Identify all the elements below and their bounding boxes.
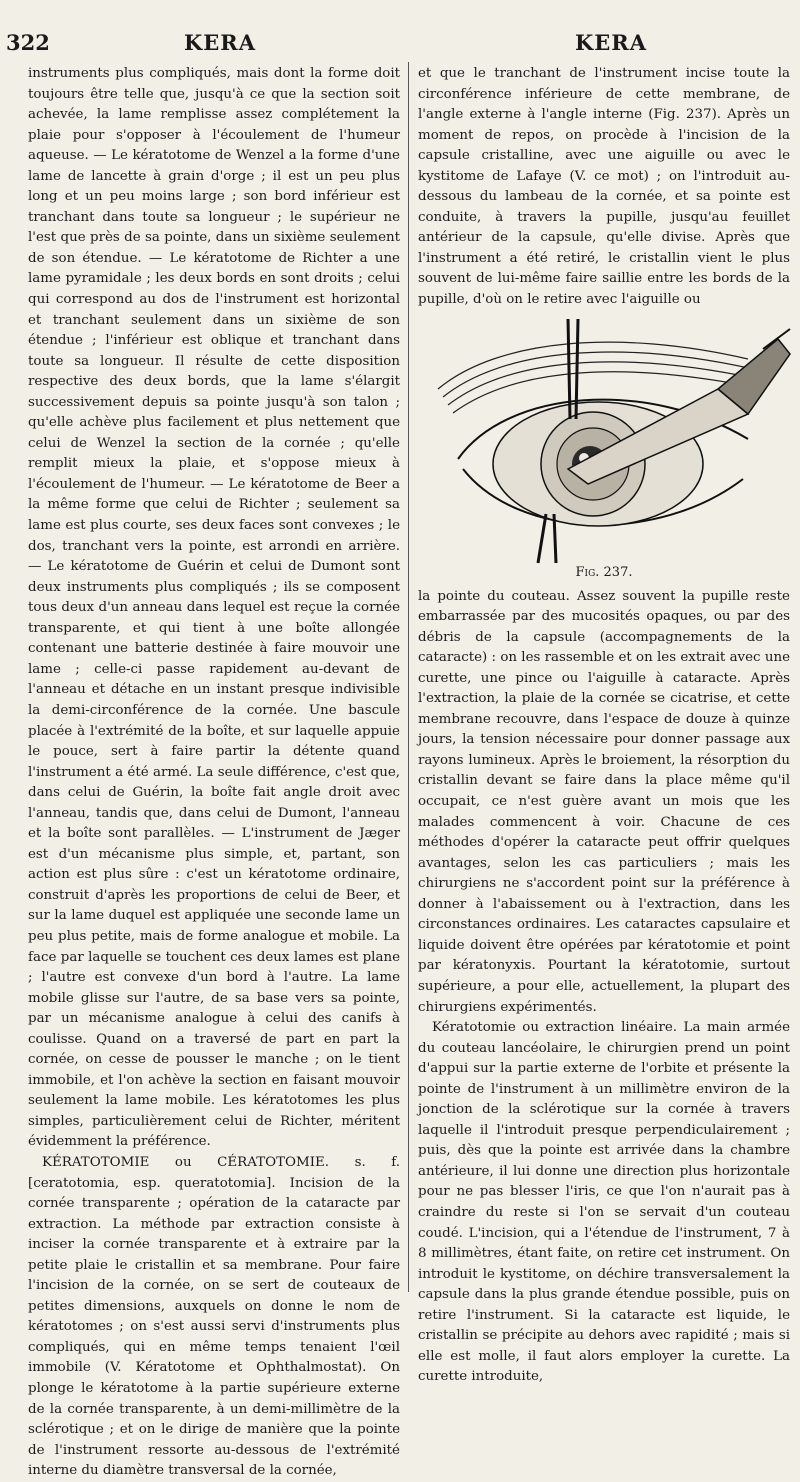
paragraph-keratotomie-entry: KÉRATOTOMIE ou CÉRATOTOMIE. s. f. [ceratotomia, esp. queratotomia]. Incision de la cornée transparente ; opération de la cataracte par extraction. La méthode par extraction consiste à inciser la cornée transparente et à extraire par la petite plaie le cristallin et sa membrane. Pour faire l'incision de la cornée, on se sert de couteaux de petites dimensions, auxquels on donne le nom de kératotomes ; on s'est aussi servi d'instruments plus compliqués, qui en même temps tenaient l'œil immobile (V. Kératotome et Ophthalmostat). On plonge le kératotome à la partie supérieure externe de la cornée transparente, à un demi-millimètre de la sclérotique ; et on le dirige de manière que la pointe de l'instrument ressorte au-dessous de l'extrémité interne du diamètre transversal de la cornée, (28, 1154, 400, 1479)
left-header-word: KERA (184, 30, 257, 55)
column-divider (408, 62, 409, 1292)
left-column (28, 64, 400, 1479)
paragraph-right-top: et que le tranchant de l'instrument incise toute la circonférence inférieure de cette membrane, de l'angle externe à l'angle interne (Fig. 237). Après un moment de repos, on procède à l'incision de la capsule cristalline, avec une aiguille ou avec le kystitome de Lafaye (V. ce mot) ; on l'introduit au-dessous du lambeau de la cornée, et sa pointe est conduite, à travers la pupille, jusqu'au feuillet antérieur de la capsule, qu'elle divise. Après que l'instrument a été retiré, le cristallin vient le plus souvent de lui-même faire saillie entre les bords de la pupille, d'où on le retire avec l'aiguille ou (418, 66, 790, 308)
running-header (0, 30, 800, 60)
paragraph-right-bottom-2: Kératotomie ou extraction linéaire. La main armée du couteau lancéolaire, le chirurgien prend un point d'appui sur la partie externe de l'orbite et présente la pointe de l'instrument à un millimètre environ de la jonction de la sclérotique sur la cornée à travers laquelle il l'introduit presque perpendiculairement ; puis, dès que la pointe est arrivée dans la chambre antérieure, il lui donne une direction plus horizontale pour ne pas blesser l'iris, ce que l'on n'aurait pas à craindre du reste si l'on se servait d'un couteau coudé. L'incision, qui a l'étendue de l'instrument, 7 à 8 millimètres, étant faite, on retire cet instrument. On introduit le kystitome, on déchire transversalement la capsule dans la plus grande étendue possible, puis on retire l'instrument. Si la cataracte est liquide, le cristallin se précipite au dehors avec rapidité ; mais si elle est molle, il faut alors employer la curette. La curette introduite, (418, 1020, 790, 1385)
eye-surgery-illustration (418, 319, 790, 563)
figure-caption: Fig. 237. (575, 564, 633, 580)
paragraph-right-bottom-1: la pointe du couteau. Assez souvent la pupille reste embarrassée par des mucosités opaques, ou par des débris de la capsule (accompagnements de la cataracte) : on les rassemble et on les extrait avec une curette, une pince ou l'aiguille à cataracte. Après l'extraction, la plaie de la cornée se cicatrise, et cette membrane recouvre, dans l'espace de douze à quinze jours, la tension nécessaire pour donner passage aux rayons lumineux. Après le broiement, la résorption du cristallin devant se faire dans la place même qu'il occupait, ce n'est guère avant un mois que les malades commencent à voir. Chacune de ces méthodes d'opérer la cataracte peut offrir quelques avantages, selon les cas particuliers ; mais les chirurgiens ne s'accordent point sur la préférence à donner à l'abaissement ou à l'extraction, dans les circonstances ordinaires. Les cataractes capsulaire et liquide doivent être opérées par kératotomie et point par kératonyxis. Pourtant la kératotomie, surtout supérieure, a pour elle, actuellement, la plupart des chirurgiens expérimentés. (418, 588, 790, 1015)
right-header-word: KERA (575, 30, 648, 55)
page-number: 322 (6, 30, 50, 55)
figure-237 (418, 319, 790, 583)
right-column (418, 64, 790, 1385)
paragraph-keratotome-continued: instruments plus compliqués, mais dont la forme doit toujours être telle que, jusqu'à ce que la section soit achevée, la lame remplisse assez complétement la plaie pour s'opposer à l'écoulement de l'humeur aqueuse. — Le kératotome de Wenzel a la forme d'une lame de lancette à grain d'orge ; il est un peu plus long et un peu moins large ; son bord inférieur est tranchant dans toute sa longueur ; le supérieur ne l'est que près de sa pointe, dans un sixième seulement de son étendue. — Le kératotome de Richter a une lame pyramidale ; les deux bords en sont droits ; celui qui correspond au dos de l'instrument est horizontal et tranchant seulement dans un sixième de son étendue ; l'inférieur est oblique et tranchant dans toute sa longueur. Il résulte de cette disposition respective des deux bords, que la lame s'élargit successivement depuis sa pointe jusqu'à son talon ; qu'elle achève plus facilement et plus nettement que celui de Wenzel la section de la cornée ; qu'elle remplit mieux la plaie, et s'oppose mieux à l'écoulement de l'humeur. — Le kératotome de Beer a la même forme que celui de Richter ; seulement sa lame est plus courte, ses deux faces sont convexes ; le dos, tranchant vers la pointe, est arrondi en arrière. — Le kératotome de Guérin et celui de Dumont sont deux instruments plus compliqués ; ils se composent tous deux d'un anneau dans lequel est reçue la cornée transparente, et qui tient à une boîte allongée contenant une batterie destinée à faire mouvoir une lame ; celle-ci passe rapidement au-devant de l'anneau et détache en un instant presque indivisible la demi-circonférence de la cornée. Une bascule placée à l'extrémité de la boîte, et sur laquelle appuie le pouce, sert à faire partir la détente quand l'instrument a été armé. La seule différence, c'est que, dans celui de Guérin, la boîte fait angle droit avec l'anneau, tandis que, dans celui de Dumont, l'anneau et la boîte sont parallèles. — L'instrument de Jæger est d'un mécanisme plus simple, et, partant, son action est plus sûre : c'est un kératotome ordinaire, construit d'après les proportions de celui de Beer, et sur la lame duquel est appliquée une seconde lame un peu plus petite, mais de forme analogue et mobile. La face par laquelle se touchent ces deux lames est plane ; l'autre est convexe d'un bord à l'autre. La lame mobile glisse sur l'autre, de sa base vers sa pointe, par un mécanisme analogue à celui des canifs à coulisse. Quand on a traversé de part en part la cornée, on cesse de pousser le manche ; on le tient immobile, et l'on achève la section en faisant mouvoir seulement la lame mobile. Les kératotomes les plus simples, particulièrement celui de Richter, méritent évidemment la préférence. (28, 66, 400, 1150)
